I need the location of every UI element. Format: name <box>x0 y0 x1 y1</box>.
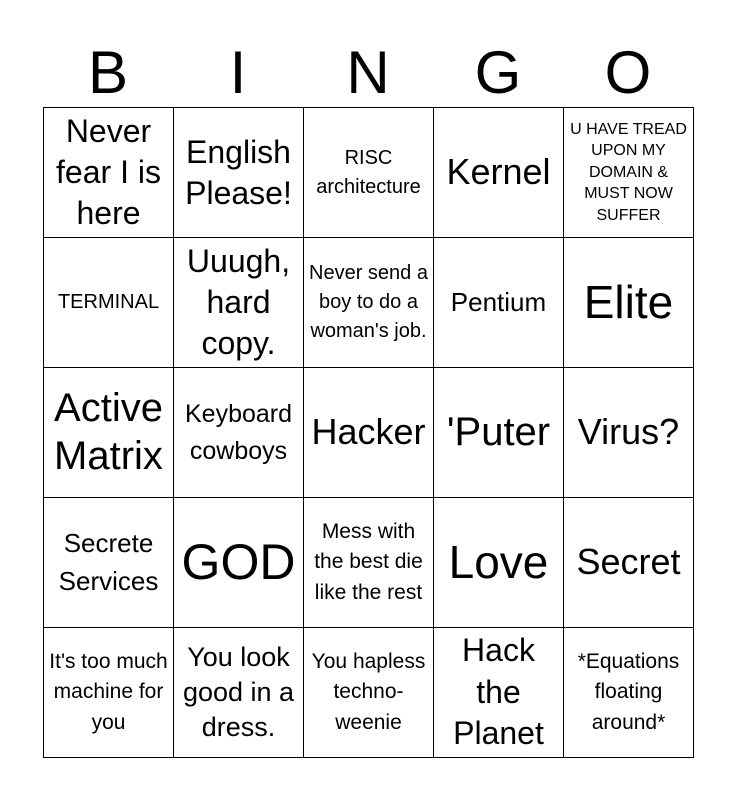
header-letter-b: B <box>87 39 129 106</box>
cell-text: Hacker <box>311 411 426 453</box>
cell-text: Secret <box>576 541 681 583</box>
cell-text: Virus? <box>577 411 680 453</box>
bingo-cell[interactable] <box>304 628 434 758</box>
bingo-cell[interactable] <box>434 238 564 368</box>
cell-text: Keyboard cowboys <box>184 400 293 465</box>
cell-text: English Please! <box>185 133 292 211</box>
bingo-cell[interactable] <box>564 238 694 368</box>
bingo-cell[interactable] <box>174 628 304 758</box>
bingo-cell[interactable] <box>174 238 304 368</box>
cell-text: Pentium <box>450 286 547 317</box>
bingo-board <box>43 107 694 758</box>
bingo-cell[interactable] <box>564 108 694 238</box>
bingo-cell[interactable] <box>434 628 564 758</box>
bingo-cell[interactable] <box>304 368 434 498</box>
cell-text: Never send a boy to do a woman's job. <box>309 262 428 342</box>
cell-text: Secrete Services <box>58 527 159 596</box>
bingo-cell[interactable] <box>44 108 174 238</box>
bingo-cell[interactable] <box>304 238 434 368</box>
cell-text: Uuugh, hard copy. <box>186 243 291 361</box>
bingo-cell[interactable] <box>174 498 304 628</box>
cell-text: Elite <box>583 276 674 329</box>
cell-text: You look good in a dress. <box>182 641 295 743</box>
bingo-cell[interactable] <box>564 368 694 498</box>
header-letter-g: G <box>474 39 522 106</box>
cell-text: *Equations floating around* <box>577 649 680 734</box>
bingo-cell[interactable] <box>304 108 434 238</box>
bingo-cell[interactable] <box>44 628 174 758</box>
bingo-cell[interactable] <box>174 368 304 498</box>
cell-text: Mess with the best die like the rest <box>314 519 423 604</box>
bingo-header <box>43 40 693 106</box>
cell-text: Never fear I is here <box>56 113 161 231</box>
cell-text: RISC architecture <box>316 146 421 198</box>
header-letter-n: N <box>346 39 390 106</box>
cell-text: 'Puter <box>446 409 551 454</box>
bingo-cell[interactable] <box>304 498 434 628</box>
header-letter-i: I <box>229 39 247 106</box>
bingo-cell[interactable] <box>174 108 304 238</box>
header-letter-o: O <box>604 39 652 106</box>
bingo-cell[interactable] <box>564 498 694 628</box>
bingo-cell[interactable] <box>434 108 564 238</box>
bingo-cell[interactable] <box>44 498 174 628</box>
cell-text: Kernel <box>446 151 551 193</box>
bingo-cell[interactable] <box>434 368 564 498</box>
cell-text: You hapless techno-weenie <box>311 649 426 734</box>
cell-text: It's too much machine for you <box>49 649 168 734</box>
bingo-cell[interactable] <box>434 498 564 628</box>
cell-text: TERMINAL <box>57 291 160 313</box>
cell-text: Love <box>448 536 549 589</box>
cell-text: GOD <box>181 534 296 590</box>
bingo-cell[interactable] <box>44 368 174 498</box>
bingo-cell[interactable] <box>44 238 174 368</box>
bingo-cell[interactable] <box>564 628 694 758</box>
cell-text: U HAVE TREAD UPON MY DOMAIN & MUST NOW SUFFER <box>570 120 687 224</box>
cell-text: Hack the Planet <box>453 632 544 752</box>
cell-text: Active Matrix <box>54 386 163 478</box>
